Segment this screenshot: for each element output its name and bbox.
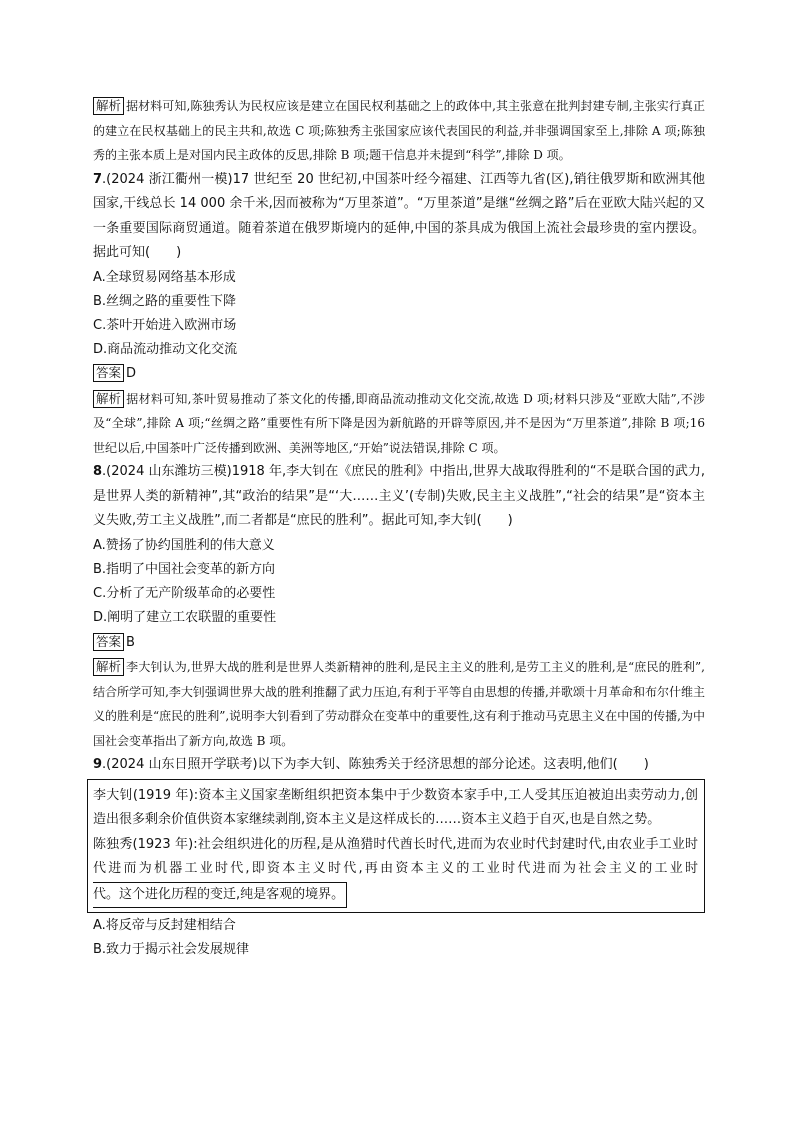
q7-answer (93, 362, 705, 387)
explanation-tag: 解析 (93, 390, 124, 408)
question-number: 8 (93, 464, 103, 480)
quote-chen-duxiu-main: 陈独秀(1923 年):社会组织进化的历程,是从渔猎时代酋长时代,进而为农业时代封建时代,由农业手工业时代进而为机器工业时代,即资本主义时代,再由资本主义的工业时代进而为社会主义的工业时 (93, 836, 698, 877)
answer-value: B (126, 634, 135, 650)
q8-option-a: A.赞扬了协约国胜利的伟大意义 (93, 537, 275, 553)
explanation-tag: 解析 (93, 97, 124, 115)
q8-option-c: C.分析了无产阶级革命的必要性 (93, 586, 276, 602)
question-9-stem (93, 753, 705, 778)
answer-value: D (126, 366, 137, 382)
q8-option-b: B.指明了中国社会变革的新方向 (93, 562, 276, 578)
q7-option-a: A.全球贸易网络基本形成 (93, 269, 236, 285)
document-page (93, 94, 705, 963)
q7-option-d: D.商品流动推动文化交流 (93, 342, 238, 358)
q7-explanation (93, 387, 705, 461)
quote-chen-duxiu-end: 代。这个进化历程的变迁,纯是客观的境界。 (93, 882, 347, 909)
q8-answer (93, 631, 705, 656)
question-8-stem (93, 460, 705, 534)
explanation-text: 据材料可知,陈独秀认为民权应该是建立在国民权利基础之上的政体中,其主张意在批判封建专制,主张实行真正的建立在民权基础上的民主共和,故选 C 项;陈独秀主张国家应该代表国民的利益,并非强调国家至上,排除 A 项;陈独秀的主张本质上是对国内民主政体的反思,排除 B 项;题干信息并未提到“科学”,排除 D 项。 (93, 99, 705, 162)
q9-material-box (87, 779, 705, 914)
question-text: .(2024 山东潍坊三模)1918 年,李大钊在《庶民的胜利》中指出,世界大战取得胜利的“不是联合国的武力,是世界人类的新精神”,其“政治的结果”是“‘大……主义’(专制)失败,民主主义战胜”,“社会的结果”是“资本主义失败,劳工主义战胜”,而二者都是“庶民的胜利”。据此可知,李大钊( ) (93, 464, 705, 529)
explanation-tag: 解析 (93, 658, 124, 676)
q6-explanation (93, 94, 705, 168)
q8-explanation (93, 655, 705, 753)
answer-tag: 答案 (93, 364, 124, 382)
question-number: 9 (93, 757, 103, 773)
q9-option-a: A.将反帝与反封建相结合 (93, 918, 236, 934)
question-text: .(2024 山东日照开学联考)以下为李大钊、陈独秀关于经济思想的部分论述。这表明,他们( ) (102, 757, 649, 773)
explanation-text: 据材料可知,茶叶贸易推动了茶文化的传播,即商品流动推动文化交流,故选 D 项;材料只涉及“亚欧大陆”,不涉及“全球”,排除 A 项;“丝绸之路”重要性有所下降是因为新航路的开辟等原因,并不是因为“万里茶道”,排除 B 项;16 世纪以后,中国茶叶广泛传播到欧洲、美洲等地区,“开始”说法错误,排除 C 项。 (93, 391, 705, 455)
q7-option-b: B.丝绸之路的重要性下降 (93, 293, 237, 309)
question-number: 7 (93, 171, 103, 187)
quote-chen-duxiu (93, 833, 698, 909)
question-7-stem (93, 168, 705, 266)
question-text: .(2024 浙江衢州一模)17 世纪至 20 世纪初,中国茶叶经今福建、江西等九省(区),销往俄罗斯和欧洲其他国家,干线总长 14 000 余千米,因而被称为“万里茶道”。“万里茶道”是继“丝绸之路”后在亚欧大陆兴起的又一条重要国际商贸通道。随着茶道在俄罗斯境内的延伸,中国的茶具成为俄国上流社会最珍贵的室内摆设。据此可知( ) (93, 171, 705, 260)
q9-option-b: B.致力于揭示社会发展规律 (93, 942, 250, 958)
q7-option-c: C.茶叶开始进入欧洲市场 (93, 317, 237, 333)
quote-li-dazhao: 李大钊(1919 年):资本主义国家垄断组织把资本集中于少数资本家手中,工人受其压迫被迫出卖劳动力,创造出很多剩余价值供资本家继续剥削,资本主义是这样成长的……资本主义趋于自灭,也是自然之势。 (93, 787, 698, 828)
q8-option-d: D.阐明了建立工农联盟的重要性 (93, 610, 277, 626)
answer-tag: 答案 (93, 633, 124, 651)
explanation-text: 李大钊认为,世界大战的胜利是世界人类新精神的胜利,是民主主义的胜利,是劳工主义的胜利,是“庶民的胜利”,结合所学可知,李大钊强调世界大战的胜利推翻了武力压迫,有利于平等自由思想的传播,并歌颂十月革命和布尔什维主义的胜利是“庶民的胜利”,说明李大钊看到了劳动群众在变革中的重要性,这有利于推动马克思主义在中国的传播,为中国社会变革指出了新方向,故选 B 项。 (93, 660, 705, 748)
